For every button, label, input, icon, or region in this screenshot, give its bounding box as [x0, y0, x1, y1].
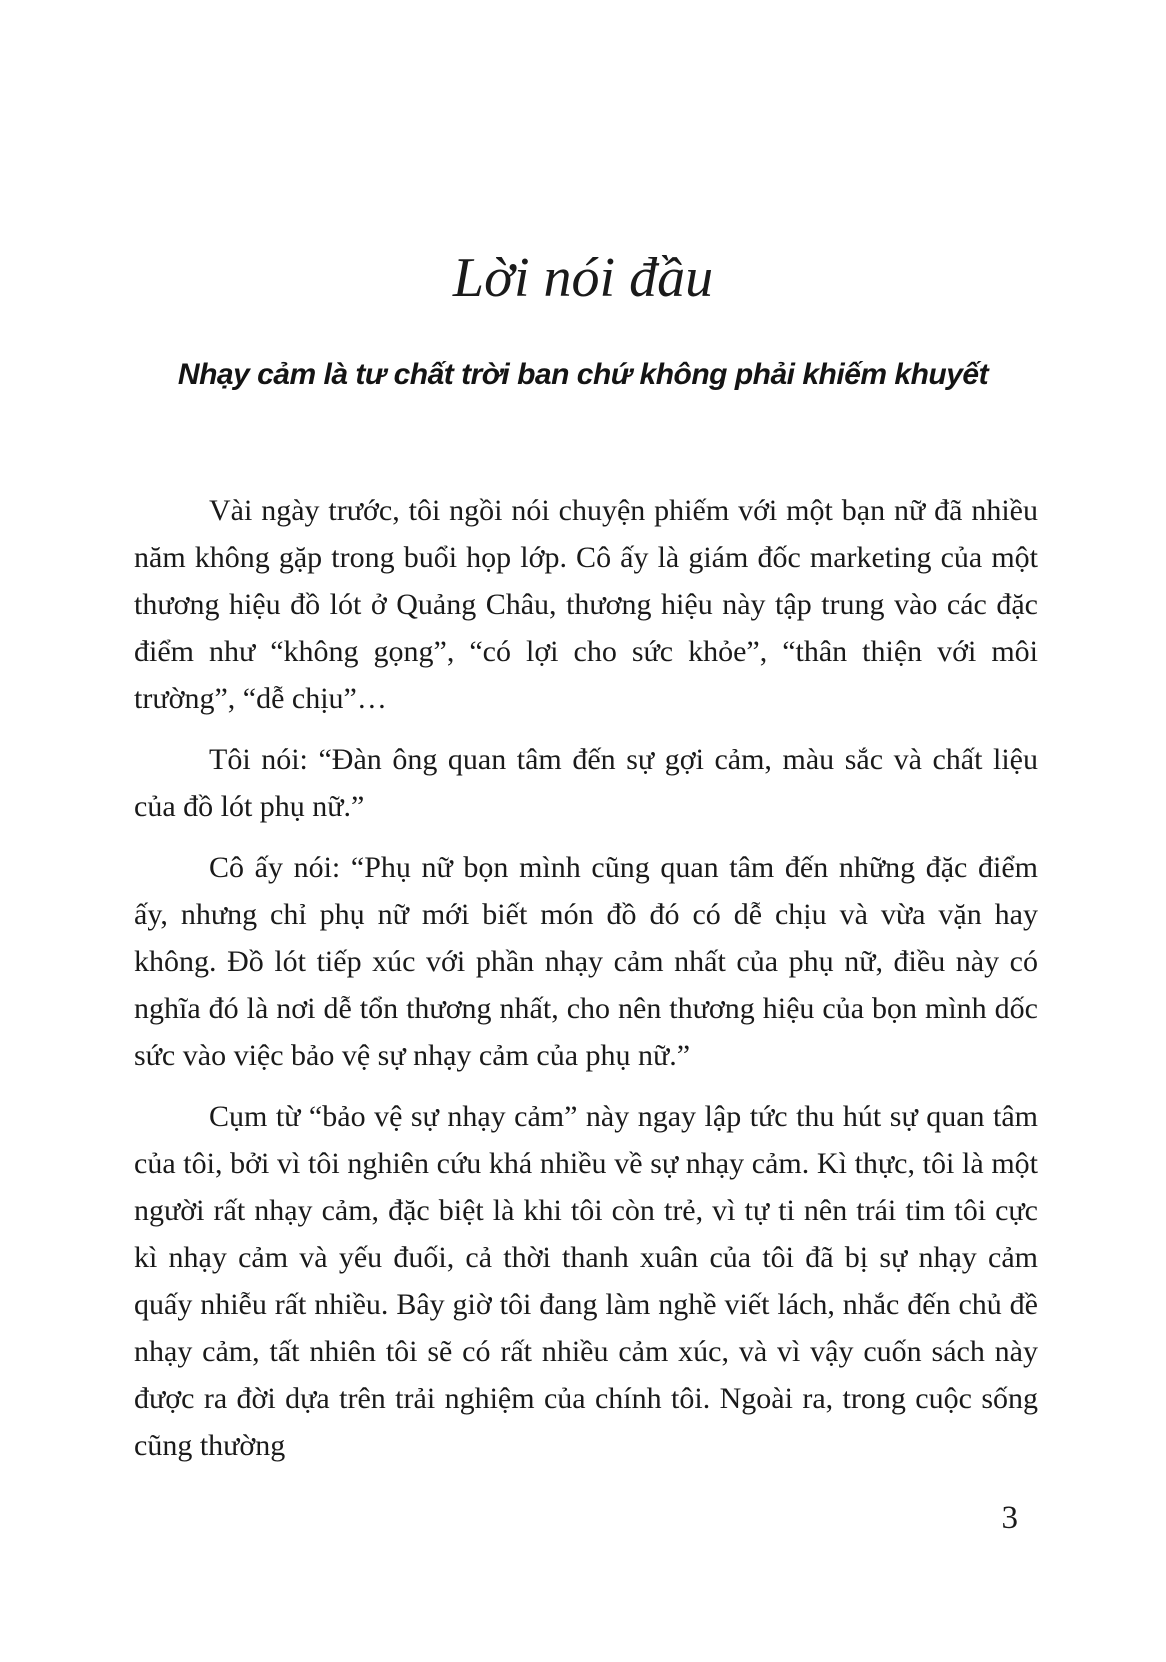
page-number: 3 [1001, 1500, 1018, 1536]
chapter-subtitle: Nhạy cảm là tư chất trời ban chứ không phải khiếm khuyết [177, 358, 989, 391]
chapter-title: Lời nói đầu [452, 247, 714, 309]
paragraph-1: Vài ngày trước, tôi ngồi nói chuyện phiếm với một bạn nữ đã nhiều năm không gặp trong buổi họp lớp. Cô ấy là giám đốc marketing của một thương hiệu đồ lót ở Quảng Châu, thương hiệu này tập trung vào các đặc điểm như “không gọng”, “có lợi cho sức khỏe”, “thân thiện với môi trường”, “dễ chịu”… [134, 494, 1038, 715]
paragraph-3: Cô ấy nói: “Phụ nữ bọn mình cũng quan tâm đến những đặc điểm ấy, nhưng chỉ phụ nữ mới biết món đồ đó có dễ chịu và vừa vặn hay không. Đồ lót tiếp xúc với phần nhạy cảm nhất của phụ nữ, điều này có nghĩa đó là nơi dễ tổn thương nhất, cho nên thương hiệu của bọn mình dốc sức vào việc bảo vệ sự nhạy cảm của phụ nữ.” [134, 851, 1038, 1072]
body-text [134, 487, 1038, 1469]
paragraph-4: Cụm từ “bảo vệ sự nhạy cảm” này ngay lập tức thu hút sự quan tâm của tôi, bởi vì tôi nghiên cứu khá nhiều về sự nhạy cảm. Kì thực, tôi là một người rất nhạy cảm, đặc biệt là khi tôi còn trẻ, vì tự ti nên trái tim tôi cực kì nhạy cảm và yếu đuối, cả thời thanh xuân của tôi đã bị sự nhạy cảm quấy nhiễu rất nhiều. Bây giờ tôi đang làm nghề viết lách, nhắc đến chủ đề nhạy cảm, tất nhiên tôi sẽ có rất nhiều cảm xúc, và vì vậy cuốn sách này được ra đời dựa trên trải nghiệm của chính tôi. Ngoài ra, trong cuộc sống cũng thường [134, 1100, 1038, 1462]
paragraph-2: Tôi nói: “Đàn ông quan tâm đến sự gợi cảm, màu sắc và chất liệu của đồ lót phụ nữ.” [134, 743, 1038, 823]
